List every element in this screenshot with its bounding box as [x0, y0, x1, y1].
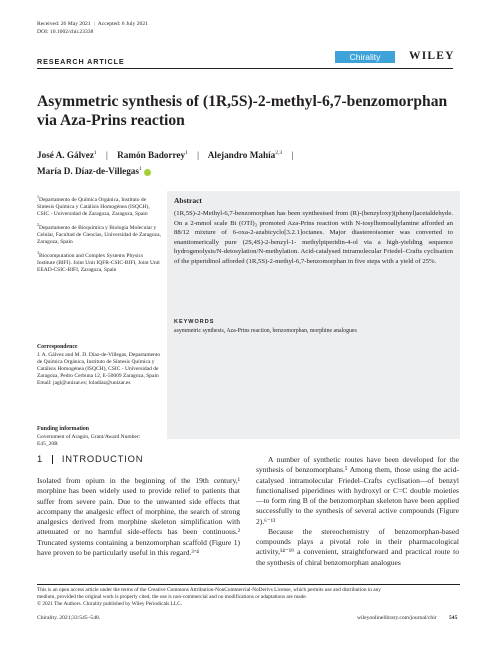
abstract-box: [167, 191, 460, 439]
abstract-text: (1R,5S)-2-Methyl-6,7-benzomorphan has been synthesised from (R)-(benzyloxy)(phenyl)acetaldehyde. On a 2-mmol scale Bi (OTf)₃ promoted Aza-Prins reaction with N-tosylhomoallylamine afforded an 88/12 mixture of 6-oxa-2-azabicyclo[3.2.1]octanes. Major diastereoisomer was converted to enantiomerically pure (2S,4S)-2-benzyl-1- methylpiperidin-4-ol via a high-yielding sequence hydrogenolysis/N-detosylation/N-methylation. Acid-catalysed intramolecular Friedel–Crafts cyclisation of the piperidinol afforded (1R,5S)-2-methyl-6,7-benzomorphan in five steps with a yield of 25%.: [174, 210, 453, 265]
section-title: INTRODUCTION: [61, 453, 144, 464]
page-number: 545: [449, 615, 458, 621]
license: This is an open access article under the terms of the Creative Commons Attribution-NonCommercial-NoDerivs License, which permits use and distribution in any medium, provided the original work is properly cited, the use is non-commercial and no modifications or adaptations are made. © 2021 The Authors. Chirality published by Wiley Periodicals LLC.: [37, 587, 381, 607]
intro-paragraph: Isolated from opium in the beginning of the 19th century,¹ morphine has been widely used to provide relief to patients that suffer from severe pain. Due to the unwanted side effects that accompany the analgesic effect of morphine, the search of strong analgesics derived from morphine skeleton simplification with attenuated or no harmful side-effects has been continuous.² Truncated systems containing a benzomorphan scaffold (Figure 1) have proven to be particularly useful in this regard.³ʼ⁴: [37, 476, 240, 557]
correspondence: [37, 344, 162, 387]
correspondence-email[interactable]: Email: jagl@unizar.es; loladiaz@unizar.es: [37, 379, 131, 386]
affiliation: $^2$Departamento de Bioquímica y Biología Molecular y Celular, Facultad de Ciencias, Universidad de Zaragoza, Zaragoza, Spain: [37, 222, 161, 246]
affiliations: [37, 193, 162, 274]
correspondence-heading: Correspondence: [37, 344, 78, 350]
affiliation: $^3$Biocomputation and Complex Systems Physics Institute (BIFI). Joint Unit IQFR-CSIC-BIFI, Joint Unit EEAD-CSIC-BIFI, Zaragoza, Spain: [37, 250, 160, 274]
section-number: 1: [37, 453, 44, 464]
license-rule: [37, 584, 460, 585]
funding-heading: Funding information: [37, 426, 90, 432]
article-type: RESEARCH ARTICLE: [37, 57, 125, 66]
intro-right-column: [256, 455, 459, 568]
received-date: Received: 26 May 2021: [37, 21, 91, 27]
author-row-1: José A. Gálvez$^1$ | Ramón Badorrey$^1$ | Alejandro Mahía$^{2,3}$ |: [37, 150, 294, 161]
author-name[interactable]: Alejandro Mahía: [207, 150, 276, 161]
title-line-2: via Aza-Prins reaction: [37, 112, 185, 129]
doi[interactable]: DOI: 10.1002/chir.23338: [37, 29, 94, 35]
author-list: [37, 146, 467, 178]
intro-paragraph: Because the stereochemistry of benzomorphan-based compounds plays a pivotal role in their pharmacological activity,¹⁴⁻¹⁹ a convenient, straightforward and practical route to the synthesis of chiral benzomorphan analogues: [256, 526, 459, 567]
journal-url[interactable]: wileyonlinelibrary.com/journal/chir: [357, 615, 437, 621]
section-heading: [37, 453, 143, 464]
article-dates: Received: 26 May 2021 | Accepted: 6 July 2021: [37, 21, 148, 27]
article-title: [37, 92, 467, 130]
affiliation: $^1$Departamento de Química Orgánica, Instituto de Síntesis Química y Catálisis Homogénea (ISQCH), CSIC - Universidad de Zaragoza, Zaragoza, Spain: [37, 194, 150, 218]
header-rule: [37, 68, 453, 69]
title-line-1: Asymmetric synthesis of (1R,5S)-2-methyl-6,7-benzomorphan: [37, 93, 448, 110]
keywords-heading: KEYWORDS: [174, 319, 215, 325]
intro-paragraph: A number of synthetic routes have been developed for the synthesis of benzomorphans.⁵ Among them, those using the acid-catalysed intramolecular Friedel–Crafts cyclisation—of benzyl functionalised piperidines with hydroxyl or C=C double moieties—to form ring B of the benzomorphan skeleton have been applied successfully to the synthesis of several active compounds (Figure 2).⁶⁻¹³: [256, 455, 459, 526]
author-name[interactable]: Ramón Badorrey: [117, 150, 186, 161]
orcid-icon[interactable]: [144, 169, 151, 176]
intro-left-column: [37, 476, 240, 558]
abstract-heading: Abstract: [174, 196, 202, 205]
citation: Chirality. 2021;33:545–548.: [37, 615, 101, 621]
accepted-date: Accepted: 6 July 2021: [97, 21, 148, 27]
author-name[interactable]: María D. Díaz-de-Villegas: [37, 166, 139, 177]
funding-text: Government of Aragón, Grant/Award Number: E45_20R: [37, 433, 141, 447]
funding: [37, 426, 162, 448]
correspondence-text: J. A. Gálvez and M. D. Díaz-de-Villegas, Departamento de Química Orgánica, Instituto de Síntesis Química y Catálisis Homogénea (ISQCH), CSIC - Universidad de Zaragoza, Pedro Cerbuna 12, E-50009 Zaragoza, Spain: [37, 351, 161, 379]
publisher-logo[interactable]: WILEY: [409, 50, 455, 62]
journal-badge[interactable]: Chirality: [335, 51, 395, 63]
author-name[interactable]: José A. Gálvez: [37, 150, 94, 161]
keywords-text: asymmetric synthesis, Aza-Prins reaction, benzomorphan, morphine analogues: [174, 328, 357, 334]
author-row-2: María D. Díaz-de-Villegas$^1$: [37, 162, 467, 178]
